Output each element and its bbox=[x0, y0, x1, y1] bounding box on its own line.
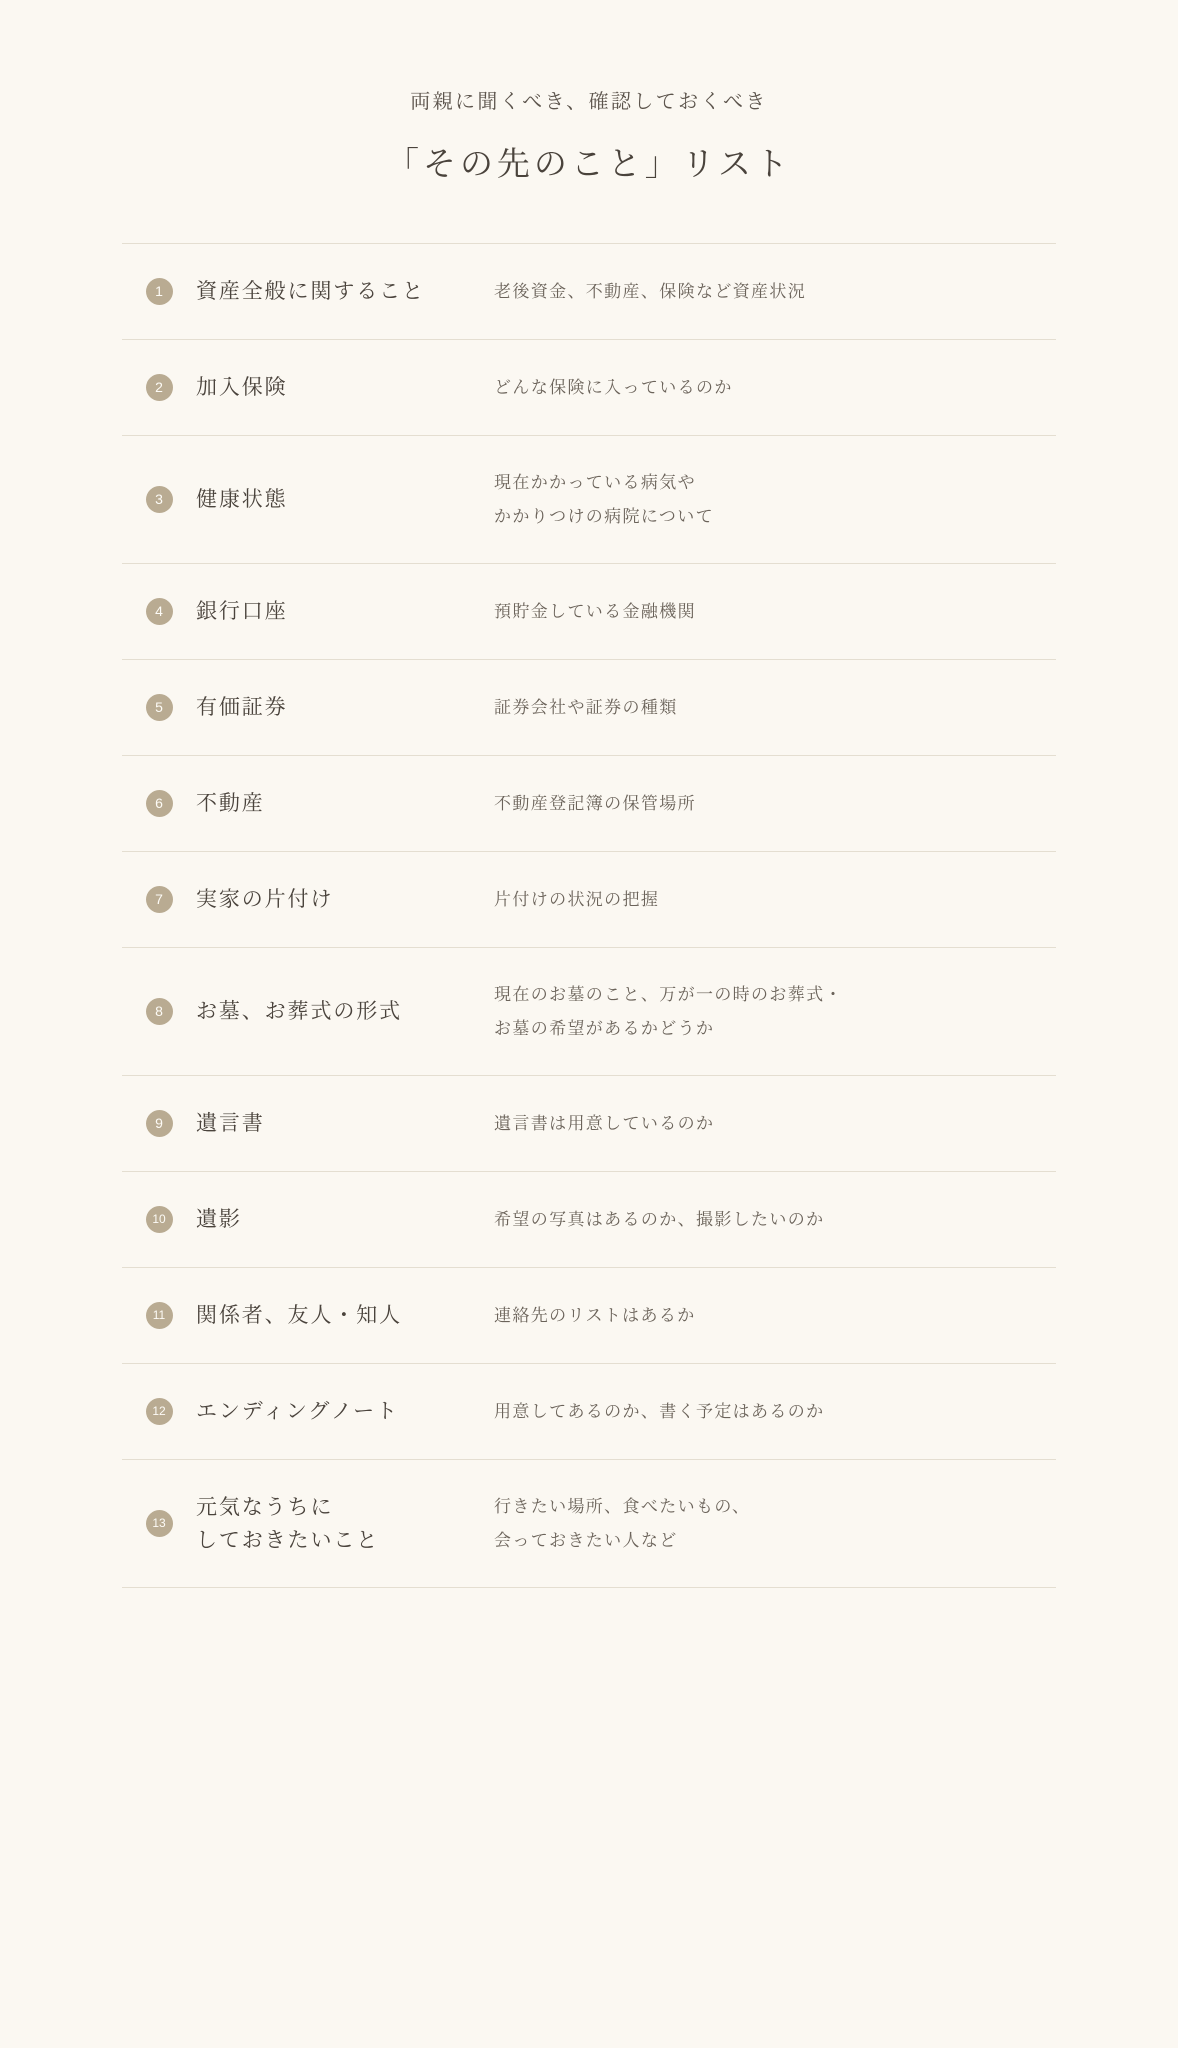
list-item-label bbox=[196, 275, 494, 308]
list-item-description-line2: かかりつけの病院について bbox=[494, 506, 714, 526]
list-item-label-line1: エンディングノート bbox=[196, 1399, 399, 1424]
list-item bbox=[122, 948, 1056, 1076]
list-item bbox=[122, 852, 1056, 948]
list-item-description-line2: 会っておきたい人など bbox=[494, 1530, 678, 1550]
list-item-label-line1: 関係者、友人・知人 bbox=[196, 1303, 403, 1328]
list-item bbox=[122, 1364, 1056, 1460]
list-item-label-line1: 実家の片付け bbox=[196, 887, 334, 912]
list-item-number-cell bbox=[122, 598, 196, 625]
list-item-description-line1: 証券会社や証券の種類 bbox=[494, 697, 678, 717]
list-item-label bbox=[196, 1299, 494, 1332]
page-header bbox=[0, 0, 1178, 185]
number-badge: 11 bbox=[146, 1302, 173, 1329]
list-item bbox=[122, 660, 1056, 756]
list-item-description-line1: 不動産登記簿の保管場所 bbox=[494, 793, 696, 813]
list-item bbox=[122, 1172, 1056, 1268]
bottom-spacer bbox=[0, 1588, 1178, 1708]
list-item-number-cell bbox=[122, 1510, 196, 1537]
list-item-number-cell bbox=[122, 1110, 196, 1137]
list-item-label bbox=[196, 1107, 494, 1140]
list-item-description-line1: 希望の写真はあるのか、撮影したいのか bbox=[494, 1209, 825, 1229]
list-item-description bbox=[494, 1107, 1056, 1140]
list-item-description-line2: お墓の希望があるかどうか bbox=[494, 1018, 715, 1038]
list-item-number-cell bbox=[122, 998, 196, 1025]
list-item bbox=[122, 340, 1056, 436]
list-item-number-cell bbox=[122, 694, 196, 721]
list-item-label bbox=[196, 595, 494, 628]
list-item-label-line1: お墓、お葬式の形式 bbox=[196, 999, 403, 1024]
list-item-label bbox=[196, 691, 494, 724]
list-item-description bbox=[494, 371, 1056, 404]
list-item-number-cell bbox=[122, 886, 196, 913]
number-badge: 10 bbox=[146, 1206, 173, 1233]
list-item-label-line1: 健康状態 bbox=[196, 487, 288, 512]
list-item-description-line1: 現在のお墓のこと、万が一の時のお葬式・ bbox=[494, 985, 843, 1005]
list-item-description bbox=[494, 787, 1056, 820]
list-item-label-line1: 遺影 bbox=[196, 1207, 242, 1232]
list-item bbox=[122, 1460, 1056, 1588]
page-eyebrow: 両親に聞くべき、確認しておくべき bbox=[410, 91, 768, 113]
number-badge: 9 bbox=[146, 1110, 173, 1137]
list-item bbox=[122, 564, 1056, 660]
number-badge: 2 bbox=[146, 374, 173, 401]
list-item-label bbox=[196, 483, 494, 516]
list-item-label bbox=[196, 1491, 494, 1556]
number-badge: 4 bbox=[146, 598, 173, 625]
list-item-description bbox=[494, 1203, 1056, 1236]
number-badge: 8 bbox=[146, 998, 173, 1025]
list-item-description-line1: 現在かかっている病気や bbox=[494, 473, 696, 493]
list-item bbox=[122, 244, 1056, 340]
list-item-label-line1: 有価証券 bbox=[196, 695, 288, 720]
list-item-description-line1: 連絡先のリストはあるか bbox=[494, 1305, 696, 1325]
checklist bbox=[122, 243, 1056, 1588]
list-item bbox=[122, 1268, 1056, 1364]
list-item bbox=[122, 436, 1056, 564]
list-item-label bbox=[196, 883, 494, 916]
list-item-label bbox=[196, 1203, 494, 1236]
list-item-description bbox=[494, 978, 1056, 1044]
list-item-description-line1: 老後資金、不動産、保険など資産状況 bbox=[494, 281, 807, 301]
list-item bbox=[122, 1076, 1056, 1172]
list-item-label-line1: 不動産 bbox=[196, 791, 265, 816]
list-item-description bbox=[494, 1299, 1056, 1332]
list-item-number-cell bbox=[122, 1206, 196, 1233]
list-item-label bbox=[196, 371, 494, 404]
list-item-description-line1: 遺言書は用意しているのか bbox=[494, 1113, 715, 1133]
list-item-number-cell bbox=[122, 374, 196, 401]
list-item-number-cell bbox=[122, 1302, 196, 1329]
list-item-label-line1: 資産全般に関すること bbox=[196, 279, 425, 304]
list-item-label-line2: しておきたいこと bbox=[196, 1527, 380, 1552]
list-item-label-line1: 銀行口座 bbox=[196, 599, 288, 624]
list-item-label-line1: 加入保険 bbox=[196, 375, 288, 400]
list-item-description bbox=[494, 595, 1056, 628]
list-item-description bbox=[494, 275, 1056, 308]
list-item-description-line1: 行きたい場所、食べたいもの、 bbox=[494, 1497, 751, 1517]
page-title: 「その先のこと」リスト bbox=[386, 147, 792, 183]
list-item-description bbox=[494, 883, 1056, 916]
list-item-label-line1: 遺言書 bbox=[196, 1111, 265, 1136]
list-item-description-line1: どんな保険に入っているのか bbox=[494, 377, 733, 397]
list-item-label bbox=[196, 995, 494, 1028]
list-item-description-line1: 片付けの状況の把握 bbox=[494, 889, 660, 909]
list-item bbox=[122, 756, 1056, 852]
number-badge: 3 bbox=[146, 486, 173, 513]
list-item-label bbox=[196, 787, 494, 820]
number-badge: 6 bbox=[146, 790, 173, 817]
list-item-number-cell bbox=[122, 1398, 196, 1425]
list-item-label bbox=[196, 1395, 494, 1428]
list-item-number-cell bbox=[122, 486, 196, 513]
list-item-description bbox=[494, 1490, 1056, 1556]
list-item-description-line1: 用意してあるのか、書く予定はあるのか bbox=[494, 1401, 825, 1421]
list-item-number-cell bbox=[122, 278, 196, 305]
list-item-description bbox=[494, 1395, 1056, 1428]
list-item-number-cell bbox=[122, 790, 196, 817]
list-item-description-line1: 預貯金している金融機関 bbox=[494, 601, 696, 621]
number-badge: 1 bbox=[146, 278, 173, 305]
number-badge: 12 bbox=[146, 1398, 173, 1425]
number-badge: 5 bbox=[146, 694, 173, 721]
number-badge: 7 bbox=[146, 886, 173, 913]
list-item-label-line1: 元気なうちに bbox=[196, 1494, 334, 1519]
number-badge: 13 bbox=[146, 1510, 173, 1537]
list-item-description bbox=[494, 691, 1056, 724]
list-item-description bbox=[494, 466, 1056, 532]
